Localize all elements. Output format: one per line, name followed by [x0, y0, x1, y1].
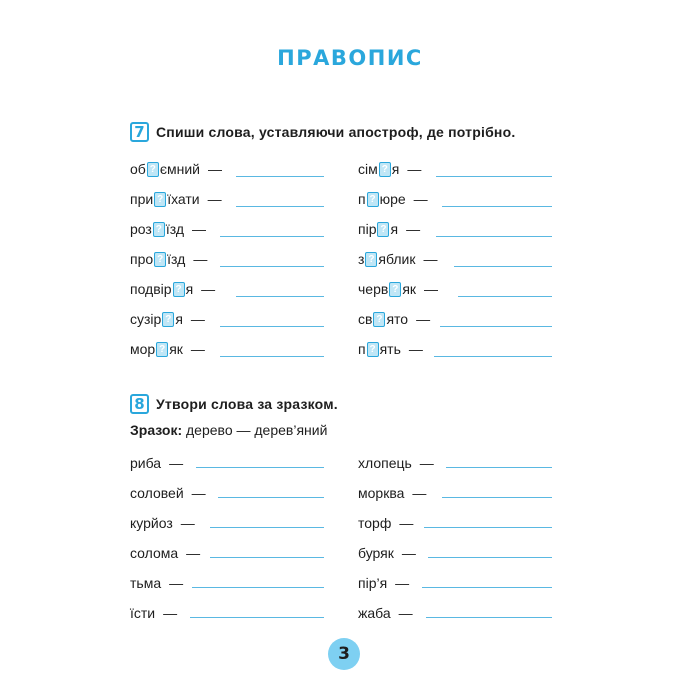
question-box: ?	[173, 282, 185, 297]
answer-line[interactable]	[442, 497, 552, 498]
word-part: ято	[386, 311, 409, 327]
dash: —	[190, 311, 205, 327]
task-number-badge: 7	[130, 122, 149, 142]
word-item	[358, 543, 416, 563]
dash: —	[416, 311, 431, 327]
dash: —	[407, 161, 422, 177]
word-item	[358, 513, 413, 533]
word-item	[130, 159, 222, 179]
word-item	[358, 309, 430, 329]
word-part: юре	[379, 191, 406, 207]
dash: —	[398, 605, 413, 621]
task-instruction: Утвори слова за зразком.	[156, 396, 338, 412]
word: морква	[358, 485, 405, 501]
word-part: їзд	[165, 221, 185, 237]
dash: —	[201, 281, 216, 297]
question-box: ?	[154, 192, 166, 207]
word-item	[358, 573, 409, 593]
dash: —	[163, 605, 178, 621]
word-item	[130, 219, 206, 239]
answer-line[interactable]	[422, 587, 552, 588]
dash: —	[191, 485, 206, 501]
dash: —	[408, 341, 423, 357]
word-item	[130, 483, 206, 503]
word: пір’я	[358, 575, 388, 591]
sample-label: Зразок:	[130, 422, 183, 438]
page-title: ПРАВОПИС	[277, 46, 423, 70]
answer-line[interactable]	[210, 527, 324, 528]
dash: —	[169, 575, 184, 591]
word-item	[358, 483, 426, 503]
word-item	[130, 513, 195, 533]
word: їсти	[130, 605, 156, 621]
word-part: п	[358, 341, 366, 357]
word-item	[130, 189, 222, 209]
dash: —	[186, 545, 201, 561]
word-item	[130, 279, 215, 299]
answer-line[interactable]	[454, 266, 552, 267]
word-part: об	[130, 161, 146, 177]
word-part: їзд	[167, 251, 186, 267]
dash: —	[423, 251, 438, 267]
word-part: черв	[358, 281, 389, 297]
answer-line[interactable]	[196, 467, 324, 468]
question-box: ?	[156, 342, 168, 357]
question-box: ?	[373, 312, 385, 327]
question-box: ?	[367, 342, 379, 357]
word-part: яблик	[378, 251, 416, 267]
word-item	[358, 159, 421, 179]
word-part: з	[358, 251, 365, 267]
answer-line[interactable]	[436, 176, 552, 177]
word-item	[130, 339, 205, 359]
word-item	[358, 603, 413, 623]
question-box: ?	[377, 222, 389, 237]
word-part: при	[130, 191, 154, 207]
word-part: я	[175, 311, 183, 327]
word: курйоз	[130, 515, 173, 531]
word-item	[358, 219, 420, 239]
word-part: мор	[130, 341, 156, 357]
word: жаба	[358, 605, 391, 621]
answer-line[interactable]	[424, 527, 552, 528]
question-box: ?	[389, 282, 401, 297]
dash: —	[169, 455, 184, 471]
word-item	[358, 339, 423, 359]
task-instruction: Спиши слова, уставляючи апостроф, де потрібно.	[156, 124, 516, 140]
word-item	[130, 249, 207, 269]
word-part: я	[391, 161, 400, 177]
word-part: св	[358, 311, 373, 327]
dash: —	[207, 191, 222, 207]
word-part: подвір	[130, 281, 172, 297]
question-box: ?	[147, 162, 159, 177]
word-part: ємний	[159, 161, 200, 177]
answer-line[interactable]	[192, 587, 324, 588]
answer-line[interactable]	[220, 266, 324, 267]
question-box: ?	[153, 222, 165, 237]
word-part: я	[185, 281, 194, 297]
sample-text: дерево — дерев’яний	[186, 422, 328, 438]
page-number: 3	[328, 638, 360, 670]
dash: —	[192, 221, 207, 237]
word: торф	[358, 515, 392, 531]
word-item	[130, 453, 183, 473]
answer-line[interactable]	[190, 617, 324, 618]
word-part: п	[358, 191, 366, 207]
dash: —	[406, 221, 421, 237]
word-part: про	[130, 251, 154, 267]
word-item	[358, 279, 438, 299]
sample-line	[130, 422, 327, 438]
word-part: сім	[358, 161, 378, 177]
question-box: ?	[154, 252, 166, 267]
dash: —	[412, 485, 427, 501]
dash: —	[395, 575, 410, 591]
answer-line[interactable]	[236, 176, 324, 177]
word-item	[130, 543, 200, 563]
answer-line[interactable]	[210, 557, 324, 558]
word: буряк	[358, 545, 394, 561]
answer-line[interactable]	[446, 467, 552, 468]
question-box: ?	[365, 252, 377, 267]
dash: —	[413, 191, 428, 207]
word-item	[130, 603, 177, 623]
answer-line[interactable]	[218, 497, 324, 498]
word-item	[130, 573, 183, 593]
answer-line[interactable]	[436, 236, 552, 237]
dash: —	[401, 545, 416, 561]
dash: —	[190, 341, 205, 357]
question-box: ?	[367, 192, 379, 207]
dash: —	[419, 455, 434, 471]
question-box: ?	[379, 162, 391, 177]
task-7-header	[130, 122, 515, 142]
word: хлопець	[358, 455, 412, 471]
answer-line[interactable]	[220, 326, 324, 327]
word-part: як	[402, 281, 417, 297]
answer-line[interactable]	[220, 236, 324, 237]
word-item	[358, 453, 434, 473]
word: соловей	[130, 485, 184, 501]
answer-line[interactable]	[442, 206, 552, 207]
answer-line[interactable]	[236, 206, 324, 207]
word-part: роз	[130, 221, 152, 237]
word-part: пір	[358, 221, 377, 237]
answer-line[interactable]	[458, 296, 552, 297]
dash: —	[180, 515, 195, 531]
word-part: я	[390, 221, 399, 237]
word: тьма	[130, 575, 162, 591]
answer-line[interactable]	[220, 356, 324, 357]
word-part: як	[169, 341, 183, 357]
task-number-badge: 8	[130, 394, 149, 414]
answer-line[interactable]	[434, 356, 552, 357]
word: риба	[130, 455, 162, 471]
question-box: ?	[162, 312, 174, 327]
answer-line[interactable]	[428, 557, 552, 558]
answer-line[interactable]	[236, 296, 324, 297]
task-8-header	[130, 394, 338, 414]
word-item	[358, 189, 428, 209]
dash: —	[207, 161, 222, 177]
word-part: ять	[379, 341, 401, 357]
dash: —	[399, 515, 414, 531]
dash: —	[424, 281, 439, 297]
answer-line[interactable]	[426, 617, 552, 618]
word-item	[358, 249, 438, 269]
word-part: їхати	[167, 191, 200, 207]
word-part: сузір	[130, 311, 162, 327]
answer-line[interactable]	[440, 326, 552, 327]
word-item	[130, 309, 205, 329]
dash: —	[193, 251, 208, 267]
word: солома	[130, 545, 179, 561]
